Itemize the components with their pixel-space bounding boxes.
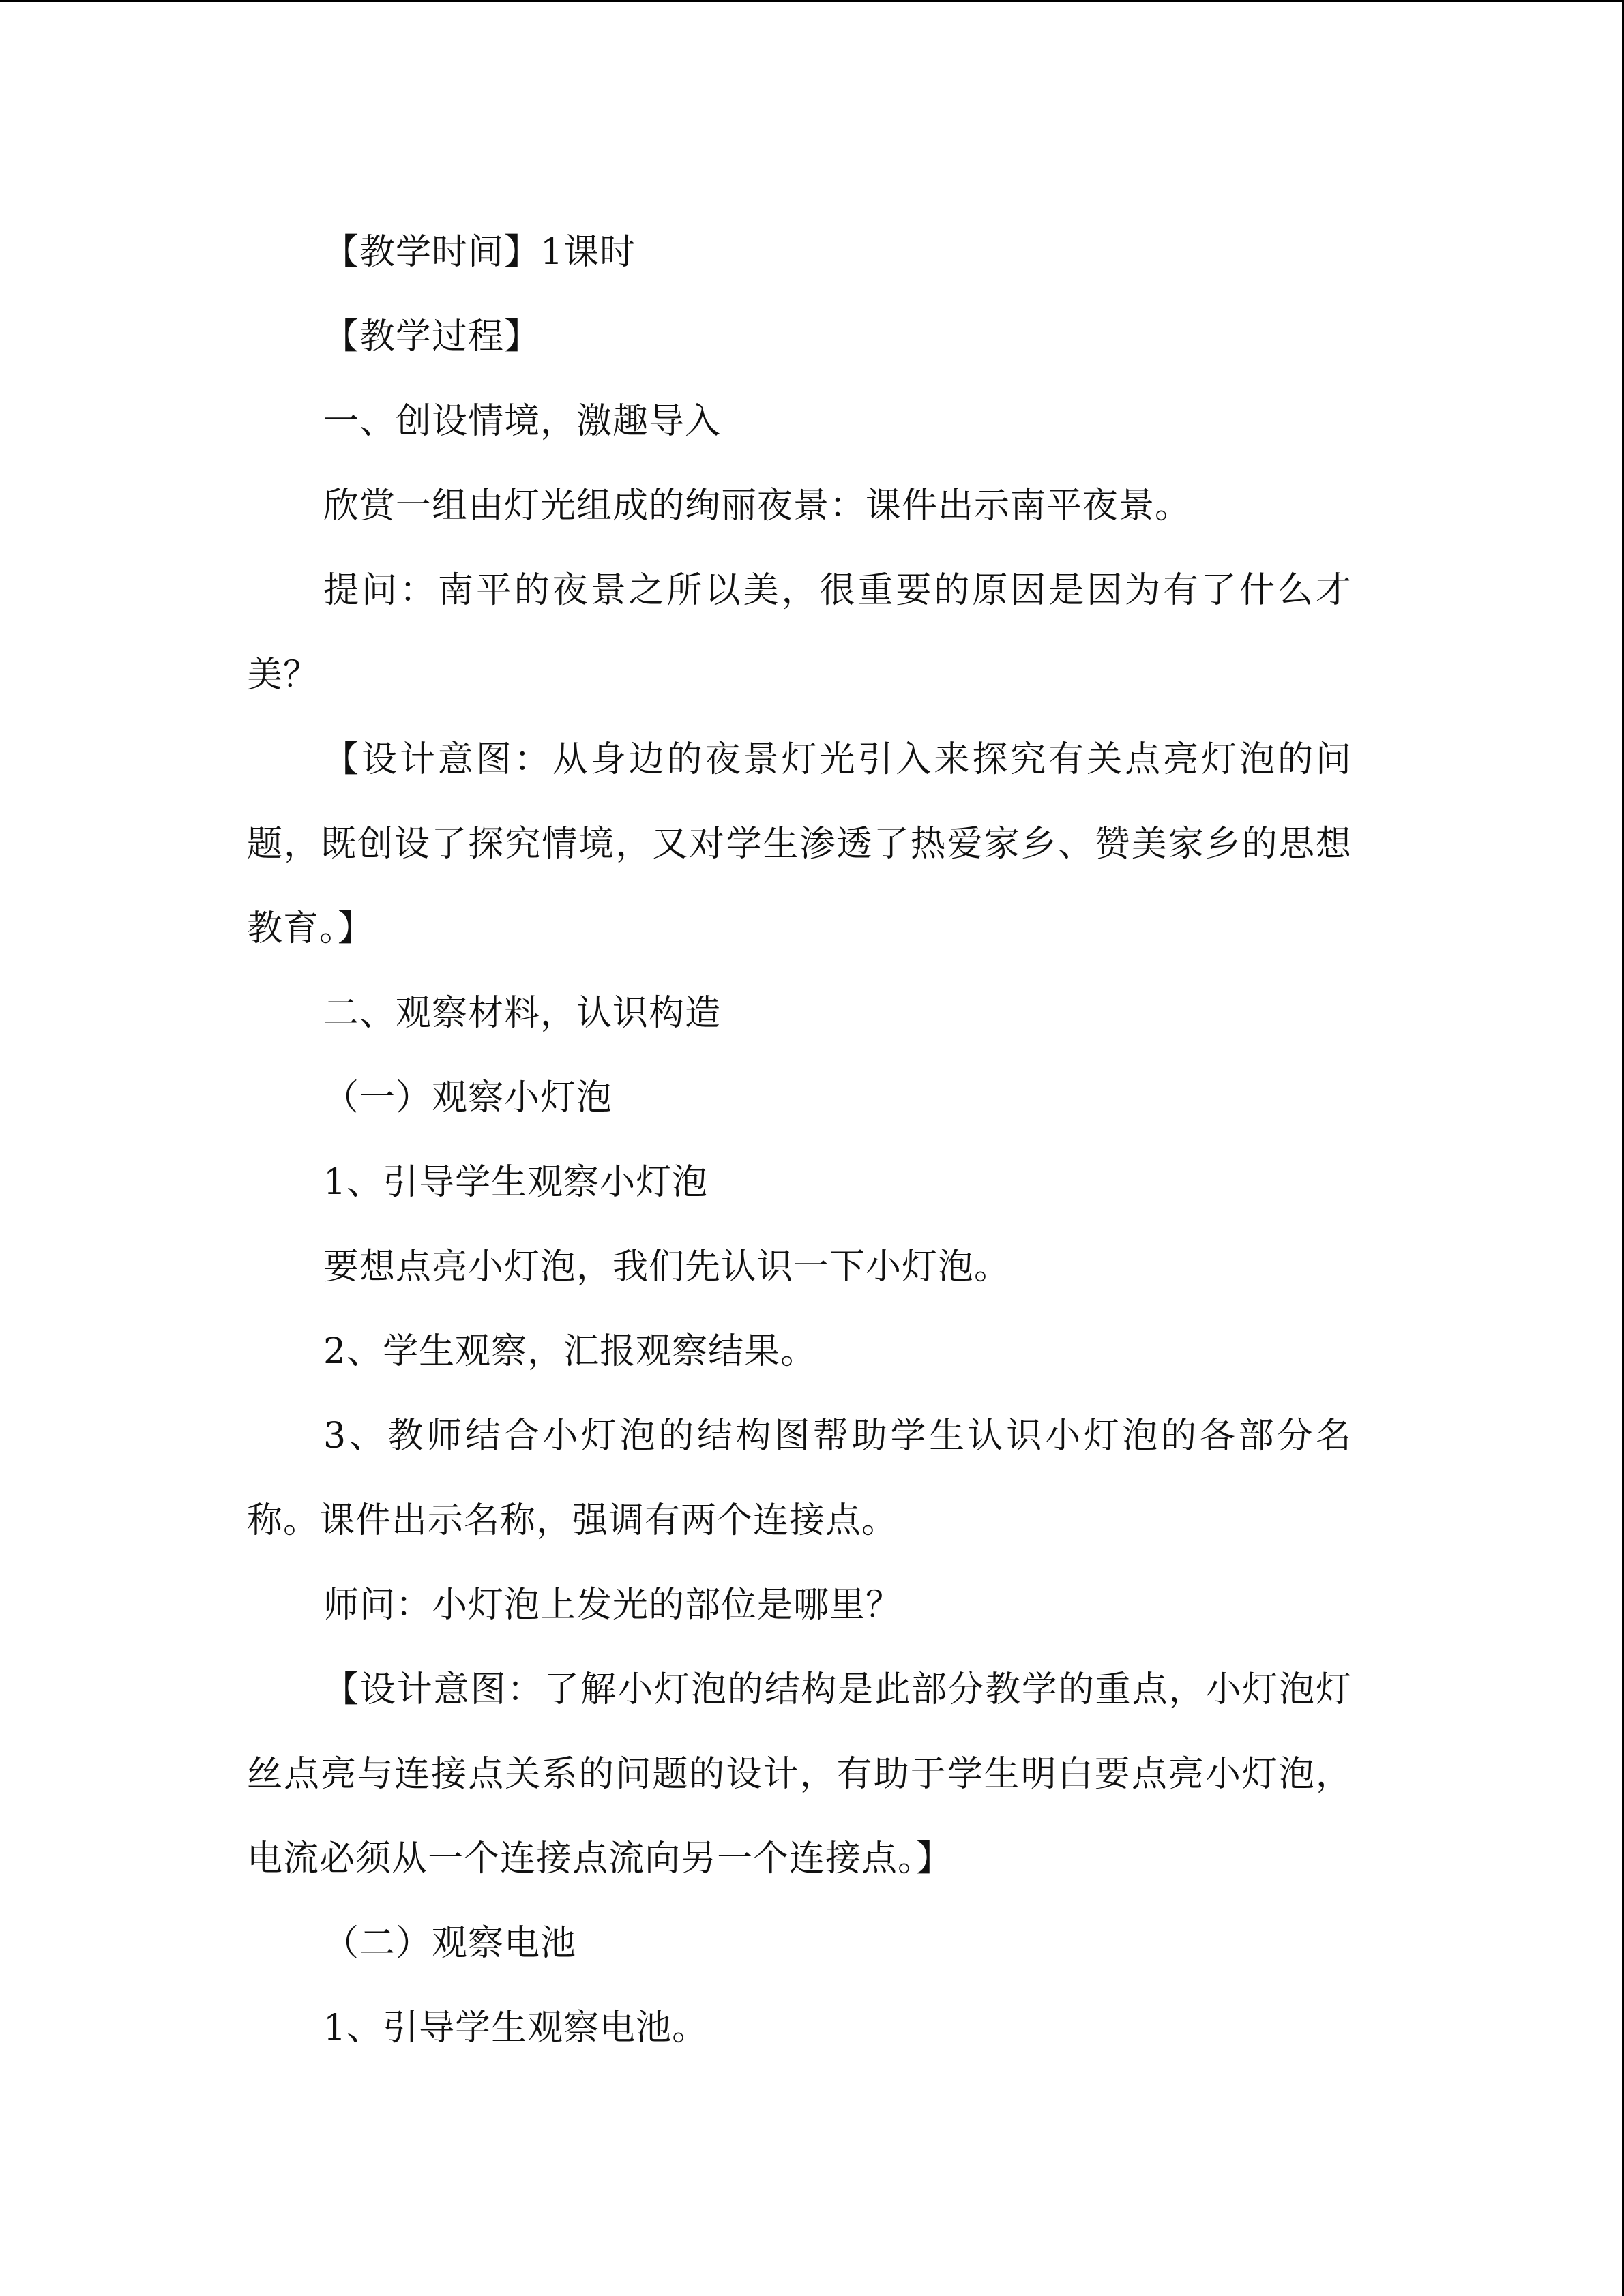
paragraph: 欣赏一组由灯光组成的绚丽夜景：课件出示南平夜景。 [323, 486, 1192, 526]
section-heading-2: 二、观察材料，认识构造 [323, 993, 722, 1034]
design-intent-note: 【设计意图：了解小灯泡的结构是此部分教学的重点，小灯泡灯丝点亮与连接点关系的问题的设计，有助于学生明白要点亮小灯泡，电流必须从一个连接点流向另一个连接点。】 [247, 1669, 1352, 1879]
paragraph-teaching-process-heading: 【教学过程】 [323, 316, 541, 357]
list-item: 3、教师结合小灯泡的结构图帮助学生认识小灯泡的各部分名称。课件出示名称，强调有两个连接点。 [247, 1416, 1352, 1541]
paragraph: 师问：小灯泡上发光的部位是哪里？ [323, 1585, 902, 1626]
design-intent-note: 【设计意图：从身边的夜景灯光引入来探究有关点亮灯泡的问题，既创设了探究情境，又对学生渗透了热爱家乡、赞美家乡的思想教育。】 [247, 739, 1352, 949]
document-body [247, 210, 1352, 2070]
paragraph: 提问：南平的夜景之所以美，很重要的原因是因为有了什么才美？ [247, 570, 1352, 696]
subsection-heading: （一）观察小灯泡 [323, 1077, 613, 1118]
section-heading-1: 一、创设情境，激趣导入 [323, 401, 722, 442]
list-item: 1、引导学生观察小灯泡 [323, 1162, 709, 1203]
subsection-heading: （二）观察电池 [323, 1923, 577, 1964]
list-item: 1、引导学生观察电池。 [323, 2008, 709, 2048]
page-top-border [0, 0, 1624, 2]
paragraph: 要想点亮小灯泡，我们先认识一下小灯泡。 [323, 1247, 1011, 1287]
paragraph-teaching-time: 【教学时间】1课时 [323, 232, 636, 273]
list-item: 2、学生观察，汇报观察结果。 [323, 1331, 817, 1372]
